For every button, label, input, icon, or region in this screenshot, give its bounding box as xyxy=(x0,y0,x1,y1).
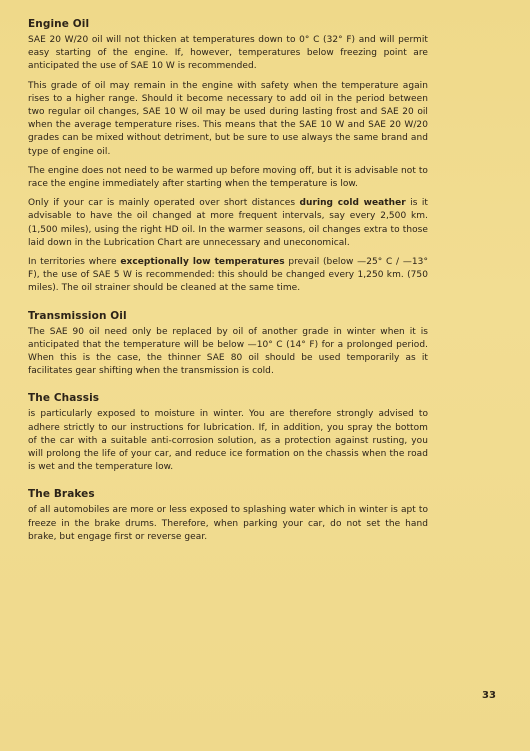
paragraph: of all automobiles are more or less exposed to splashing water which in winter is apt to freeze in the brake drums. Therefore, when parking your car, do not set the hand brake, but engage first or reverse gear. xyxy=(28,505,428,542)
section-brakes xyxy=(28,488,428,544)
section-engine-oil xyxy=(28,18,428,296)
paragraph: The engine does not need to be warmed up before moving off, but it is advisable not to race the engine immediately after starting when the temperature is low. xyxy=(28,165,428,190)
paragraph: This grade of oil may remain in the engine with safety when the temperature again rises to a higher range. Should it become necessary to add oil in the period between two regular oil changes, SAE 10 W oil may be used during lasting frost and SAE 20 oil when the average temperature rises. This means that the SAE 10 W and SAE 20 W/20 grades can be mixed without detriment, but be sure to use always the same brand and type of engine oil. xyxy=(28,80,428,157)
section-transmission-oil xyxy=(28,310,428,379)
paragraph: The SAE 90 oil need only be replaced by oil of another grade in winter when it is anticipated that the temperature will be below —10° C (14° F) for a prolonged period. When this is the case, the thinner SAE 80 oil should be used temporarily as it facilitates gear shifting when the transmission is cold. xyxy=(28,326,428,377)
emphasis: during cold weather xyxy=(299,198,406,209)
page-content xyxy=(28,18,428,558)
paragraph: SAE 20 W/20 oil will not thicken at temperatures down to 0° C (32° F) and will permit easy starting of the engine. If, however, temperatures below freezing point are anticipated the use of SAE 10 W is recommended. xyxy=(28,35,428,72)
section-chassis xyxy=(28,392,428,474)
section-heading: Engine Oil xyxy=(28,18,90,30)
paragraph: In territories where exceptionally low temperatures prevail (below —25° C / —13° F), the use of SAE 5 W is recommended: this should be changed every 1,250 km. (750 miles). The oil strainer should be cleaned at the same time. xyxy=(28,257,429,294)
page-number: 33 xyxy=(482,690,496,701)
section-heading: The Chassis xyxy=(28,392,100,405)
paragraph: Only if your car is mainly operated over short distances during cold weather is it advisable to have the oil changed at more frequent intervals, say every 2,500 km. (1,500 miles), using the right HD oil. In the warmer seasons, oil changes extra to those laid down in the Lubrication Chart are unnecessary and uneconomical. xyxy=(28,198,429,248)
emphasis: exceptionally low temperatures xyxy=(120,257,285,268)
paragraph: is particularly exposed to moisture in winter. You are therefore strongly advised to adhere strictly to our instructions for lubrication. If, in addition, you spray the bottom of the car with a suitable anti-corrosion solution, as a protection against rusting, you will prolong the life of your car, and reduce ice formation on the chassis when the road is wet and the temperature low. xyxy=(28,409,428,473)
section-heading: The Brakes xyxy=(28,488,95,501)
section-heading: Transmission Oil xyxy=(28,309,127,322)
